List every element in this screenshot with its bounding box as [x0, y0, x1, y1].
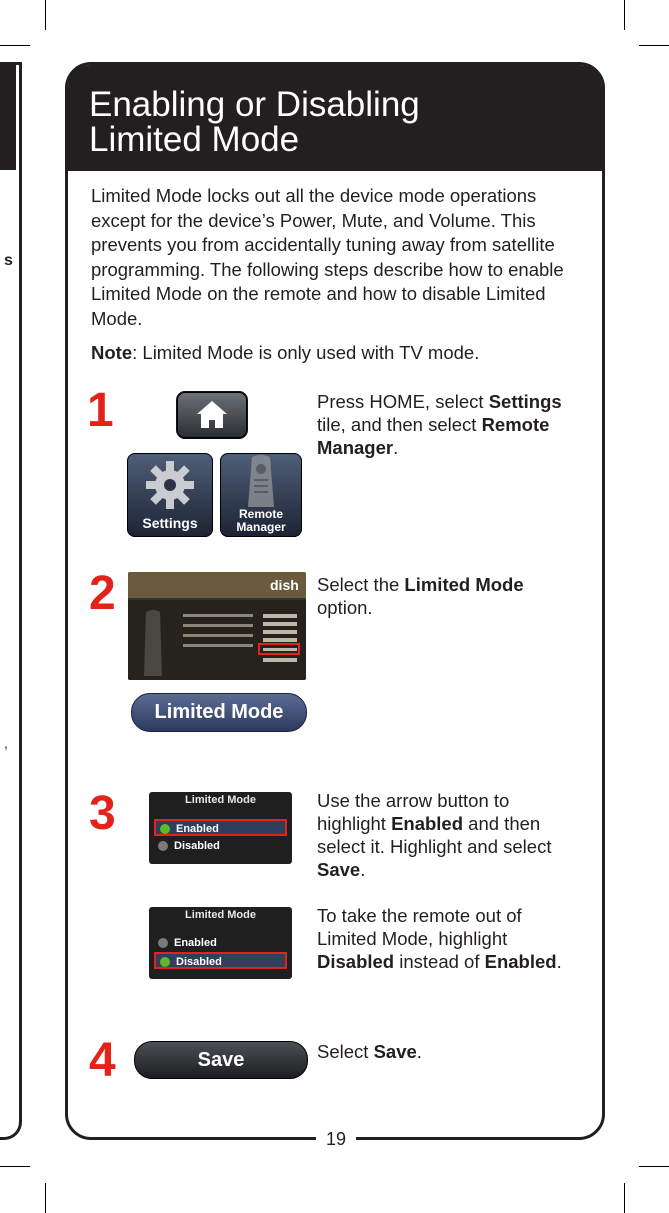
page-number: 19 — [316, 1129, 356, 1150]
crop-mark — [639, 45, 669, 46]
page-title: Enabling or Disabling Limited Mode — [89, 85, 420, 159]
step-text-bold: Settings — [488, 391, 562, 412]
crop-mark — [639, 1166, 669, 1167]
crop-mark — [45, 1183, 46, 1213]
gear-icon — [127, 455, 213, 515]
step-text-part: Use the arrow button to highlight — [317, 790, 510, 834]
step-text-part: option. — [317, 597, 373, 618]
limited-mode-button-image: Limited Mode — [131, 693, 307, 732]
dialog-title: Limited Mode — [185, 909, 256, 921]
card-header — [68, 65, 602, 171]
step-text-part: To take the remote out of Limited Mode, highlight — [317, 905, 522, 949]
step-3-extra-text — [317, 904, 582, 973]
crop-mark — [0, 1166, 30, 1167]
step-1-text — [317, 390, 582, 459]
home-icon — [177, 392, 247, 438]
step-text-part: Select the — [317, 574, 405, 595]
previous-page-fragment: s — [4, 252, 13, 269]
dialog-title: Limited Mode — [185, 794, 256, 806]
crop-mark — [624, 1183, 625, 1213]
step-text-bold: Save — [373, 1041, 417, 1062]
step-2-text — [317, 573, 582, 619]
remote-manager-tile-image — [220, 453, 302, 537]
step-text-part: Select — [317, 1041, 374, 1062]
option-disabled — [154, 952, 287, 969]
radio-off-icon — [158, 841, 168, 851]
remote-tile-label: Manager — [236, 520, 286, 534]
save-button-image: Save — [134, 1041, 308, 1079]
step-text-part: . — [416, 1041, 422, 1062]
option-label: Disabled — [174, 840, 220, 852]
radio-on-icon — [160, 957, 170, 967]
note-text: : Limited Mode is only used with TV mode. — [132, 342, 480, 363]
step-text-part: instead of — [394, 951, 485, 972]
option-enabled — [154, 819, 287, 836]
step-text-part: and then select it. Highlight and select — [317, 813, 552, 857]
step-text-bold: Save — [317, 859, 361, 880]
intro-paragraph: Limited Mode locks out all the device mode operations except for the device’s Power, Mute, and Volume. This prevents you from accidentally tuning away from satellite programming. The following steps describe how to enable Limited Mode on the remote and how to disable Limited Mode. — [91, 185, 564, 329]
step-text-bold: Disabled — [317, 951, 395, 972]
option-label: Enabled — [176, 823, 219, 835]
step-text-bold: Enabled — [391, 813, 464, 834]
remote-icon — [220, 455, 302, 511]
instruction-card — [65, 62, 605, 1149]
note-paragraph — [91, 341, 591, 365]
home-button-image — [176, 391, 248, 439]
limited-mode-dialog-enabled — [149, 792, 292, 864]
step-text-part: . — [556, 951, 562, 972]
step-number: 4 — [89, 1034, 116, 1087]
step-text-part: . — [393, 437, 399, 458]
step-text-part: . — [360, 859, 366, 880]
step-text-bold: Enabled — [484, 951, 557, 972]
crop-mark — [0, 45, 30, 46]
option-enabled — [154, 935, 287, 952]
crop-mark — [624, 0, 625, 30]
step-number: 3 — [89, 787, 116, 840]
option-disabled — [154, 838, 287, 855]
screen-brand: dish — [270, 577, 299, 593]
crop-mark — [45, 0, 46, 30]
previous-page-fragment: , — [4, 735, 8, 751]
limited-mode-dialog-disabled — [149, 907, 292, 979]
step-text-bold: Limited Mode — [404, 574, 524, 595]
note-label: Note — [91, 342, 133, 363]
settings-tile-image — [127, 453, 213, 537]
previous-page-edge — [0, 62, 22, 1140]
step-text-part: Press HOME, select — [317, 391, 489, 412]
previous-page-header-tab — [0, 65, 16, 170]
radio-off-icon — [158, 938, 168, 948]
step-text-part: tile, and then select — [317, 414, 482, 435]
step-4-text — [317, 1040, 582, 1063]
step-number: 2 — [89, 567, 116, 620]
remote-manager-screen-image — [128, 572, 306, 680]
settings-tile-label: Settings — [142, 515, 198, 531]
option-label: Disabled — [176, 956, 222, 968]
step-number: 1 — [87, 384, 114, 437]
step-text-bold: Remote Manager — [317, 414, 550, 458]
radio-on-icon — [160, 824, 170, 834]
option-label: Enabled — [174, 937, 217, 949]
remote-tile-label: Remote — [238, 507, 283, 521]
step-3-text — [317, 789, 582, 881]
